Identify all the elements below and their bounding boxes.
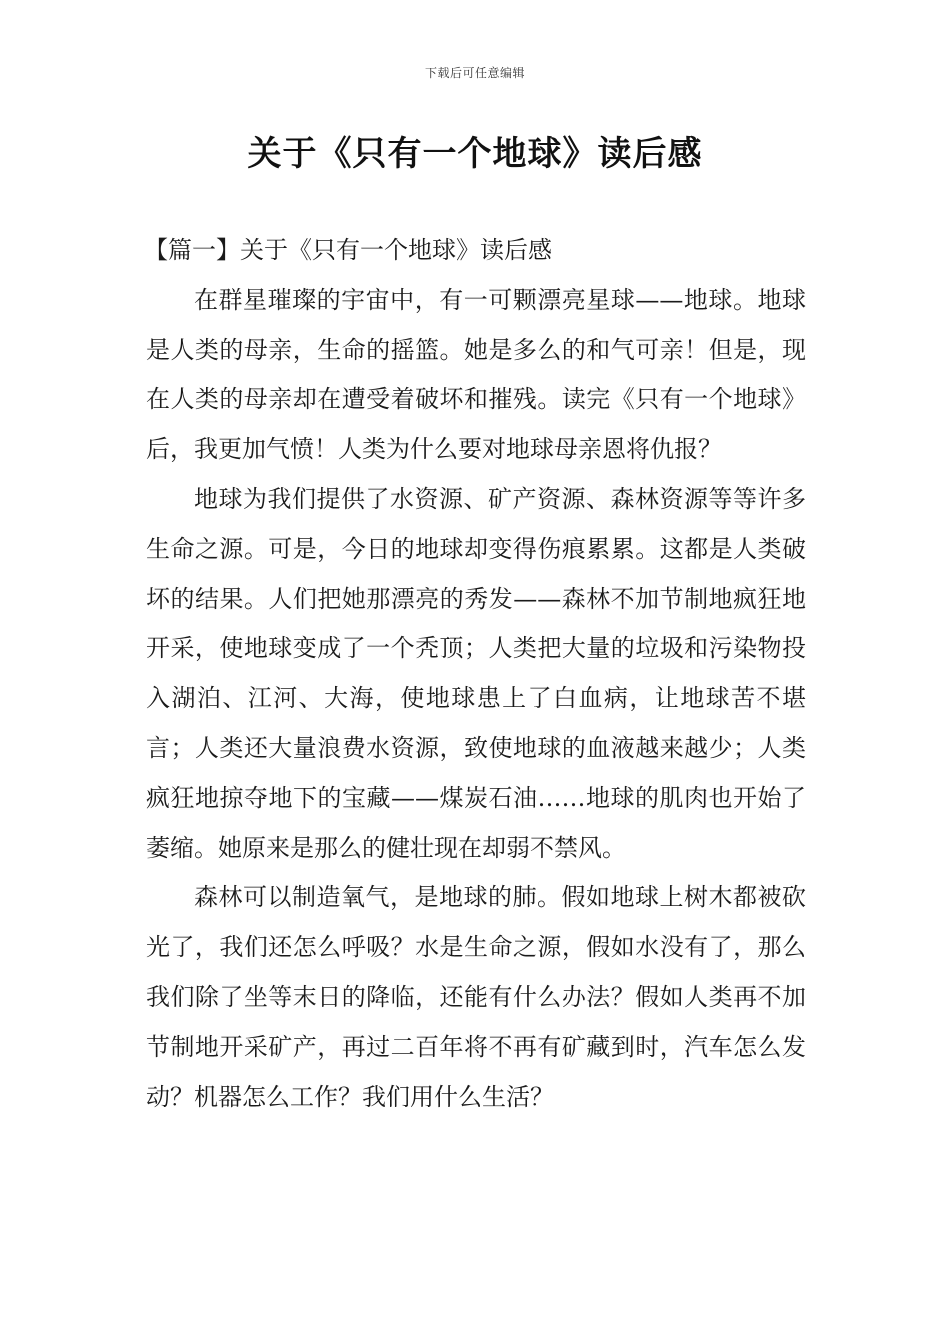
document-body: [146, 226, 806, 1122]
paragraph-1: 在群星璀璨的宇宙中，有一可颗漂亮星球——地球。地球是人类的母亲，生命的摇篮。她是多么的和气可亲！但是，现在人类的母亲却在遭受着破坏和摧残。读完《只有一个地球》后，我更加气愤！人类为什么要对地球母亲恩将仇报？: [146, 285, 806, 464]
header-note: 下载后可任意编辑: [424, 66, 525, 80]
paragraph-2: 地球为我们提供了水资源、矿产资源、森林资源等等许多生命之源。可是，今日的地球却变得伤痕累累。这都是人类破坏的结果。人们把她那漂亮的秀发——森林不加节制地疯狂地开采，使地球变成了一个秃顶；人类把大量的垃圾和污染物投入湖泊、江河、大海，使地球患上了白血病，让地球苦不堪言；人类还大量浪费水资源，致使地球的血液越来越少；人类疯狂地掠夺地下的宝藏——煤炭石油……地球的肌肉也开始了萎缩。她原来是那么的健壮现在却弱不禁风。: [146, 484, 806, 862]
section-heading: 【篇一】关于《只有一个地球》读后感: [144, 236, 552, 264]
document-title: 关于《只有一个地球》读后感: [247, 134, 703, 174]
paragraph-3: 森林可以制造氧气，是地球的肺。假如地球上树木都被砍光了，我们还怎么呼吸？水是生命之源，假如水没有了，那么我们除了坐等末日的降临，还能有什么办法？假如人类再不加节制地开采矿产，再过二百年将不再有矿藏到时，汽车怎么发动？机器怎么工作？我们用什么生活？: [146, 883, 806, 1111]
